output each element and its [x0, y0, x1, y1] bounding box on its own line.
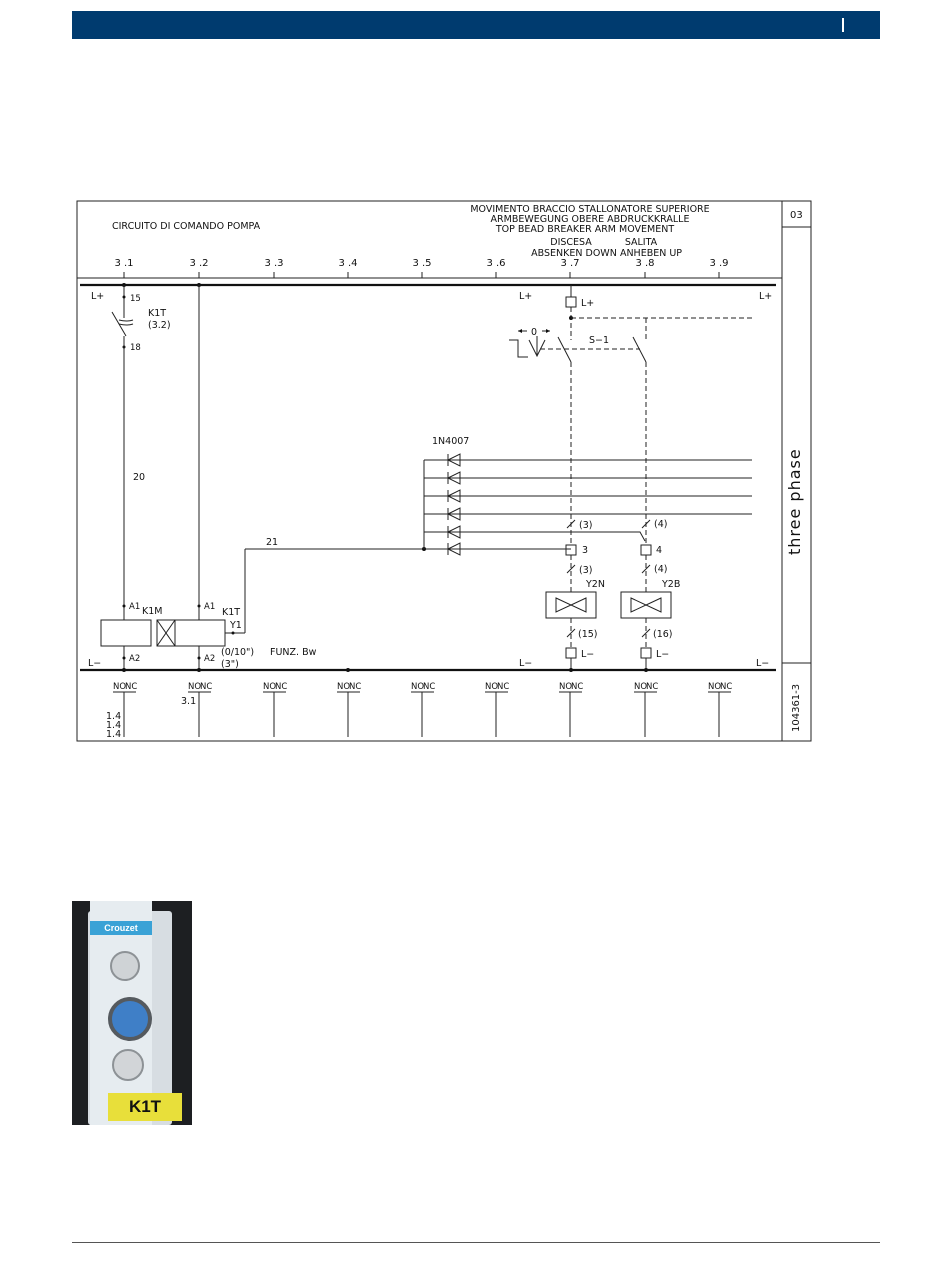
function-knob [112, 1049, 144, 1081]
relay-label: K1T [108, 1093, 182, 1121]
time-knob [108, 997, 152, 1041]
k1t-contact-ref: (3.2) [148, 320, 171, 331]
k1t-relay-photo [72, 901, 192, 1125]
timing-range: (0/10") [221, 647, 255, 658]
function-label: FUNZ. Bw [270, 647, 317, 658]
contact-no: NO [113, 682, 127, 692]
k1t-contact-label: K1T [148, 308, 167, 319]
contact-ref-31-a: 1.4 [106, 711, 122, 722]
diagram-frame [77, 201, 811, 741]
timing-set: (3") [221, 659, 239, 670]
contact-no: NO [559, 682, 573, 692]
footer-rule [72, 1242, 880, 1243]
contact-nc: NC [125, 682, 138, 692]
y2b-label: Y2B [662, 579, 681, 590]
wire-tag-15: (15) [578, 629, 598, 640]
switch-zero: 0 [531, 327, 538, 338]
title-left: CIRCUITO DI COMANDO POMPA [112, 221, 261, 232]
column-label: 3 .5 [412, 258, 432, 269]
bus-plus-label-mid: L+ [519, 291, 533, 302]
diode-array [424, 454, 752, 555]
switch-label: S−1 [589, 335, 610, 346]
contact-no: NO [188, 682, 202, 692]
column-label: 3 .8 [635, 258, 655, 269]
contact-no: NO [485, 682, 499, 692]
relay-brand: Crouzet [90, 921, 152, 935]
contact-no: NO [411, 682, 425, 692]
title-right-2: ARMBEWEGUNG OBERE ABDRUCKKRALLE [490, 214, 690, 225]
switch-s1 [509, 285, 752, 362]
l-minus-tag-up: L− [656, 649, 670, 660]
y1-label: Y1 [230, 620, 242, 631]
y2n-label: Y2N [586, 579, 605, 590]
l-plus-tag: L+ [581, 298, 595, 309]
k1m-label: K1M [142, 606, 163, 617]
wire-tag-4-top: (4) [654, 519, 668, 530]
column-label: 3 .7 [560, 258, 580, 269]
drawing-number: 104361-3 [791, 683, 802, 732]
valve-branch-up [621, 362, 671, 672]
wire-20: 20 [133, 472, 146, 483]
contact-nc: NC [720, 682, 733, 692]
terminal-a2-k1m: A2 [129, 654, 141, 664]
node-4: 4 [656, 545, 663, 556]
column-label: 3 .4 [338, 258, 358, 269]
l-minus-tag-down: L− [581, 649, 595, 660]
contact-no: NO [708, 682, 722, 692]
node-3: 3 [582, 545, 589, 556]
range-knob [110, 951, 140, 981]
contact-no: NO [263, 682, 277, 692]
terminal-15: 15 [130, 294, 141, 304]
sheet-number: 03 [790, 210, 803, 221]
bus-minus-label-left: L− [88, 658, 102, 669]
column-labels [114, 258, 728, 269]
contact-no: NO [634, 682, 648, 692]
contact-nc: NC [497, 682, 510, 692]
diode-label: 1N4007 [432, 436, 470, 447]
label-salita: SALITA [624, 237, 658, 248]
contact-no-labels [113, 682, 732, 692]
valve-branch-down [546, 362, 596, 672]
label-discesa: DISCESA [550, 237, 592, 248]
wire-tag-4-bottom: (4) [654, 564, 668, 575]
contact-no: NO [337, 682, 351, 692]
contact-nc: NC [571, 682, 584, 692]
k1t-label: K1T [222, 607, 241, 618]
contact-ref-31-b: 1.4 [106, 720, 122, 731]
column-label: 3 .2 [189, 258, 209, 269]
column-ticks [124, 272, 719, 278]
contact-nc: NC [349, 682, 362, 692]
contact-ref-32: 3.1 [181, 696, 197, 707]
terminal-a2-k1t: A2 [204, 654, 216, 664]
contact-nc: NC [275, 682, 288, 692]
contact-ref-31-c: 1.4 [106, 729, 122, 740]
bus-minus-label-mid: L− [519, 658, 533, 669]
column-label: 3 .9 [709, 258, 729, 269]
contact-nc: NC [200, 682, 213, 692]
title-right-1: MOVIMENTO BRACCIO STALLONATORE SUPERIORE [470, 204, 710, 215]
terminal-a1-k1t: A1 [204, 602, 216, 612]
wire-tag-16: (16) [653, 629, 673, 640]
side-label: three phase [785, 448, 804, 555]
bus-minus-label-right: L− [756, 658, 770, 669]
terminal-18: 18 [130, 343, 141, 353]
column-label: 3 .3 [264, 258, 284, 269]
wire-tag-3-bottom: (3) [579, 565, 593, 576]
bus-plus-label-left: L+ [91, 291, 105, 302]
title-right-3: TOP BEAD BREAKER ARM MOVEMENT [495, 224, 675, 235]
terminal-a1-k1m: A1 [129, 602, 141, 612]
wire-21: 21 [266, 537, 279, 548]
column-label: 3 .1 [114, 258, 134, 269]
contact-nc: NC [423, 682, 436, 692]
bus-plus-label-right: L+ [759, 291, 773, 302]
contact-nc: NC [646, 682, 659, 692]
contact-table [113, 668, 731, 737]
label-absenken-down: ABSENKEN DOWN [531, 248, 617, 259]
column-label: 3 .6 [486, 258, 506, 269]
wire-tag-3-top: (3) [579, 520, 593, 531]
label-anheben-up: ANHEBEN UP [619, 248, 683, 259]
